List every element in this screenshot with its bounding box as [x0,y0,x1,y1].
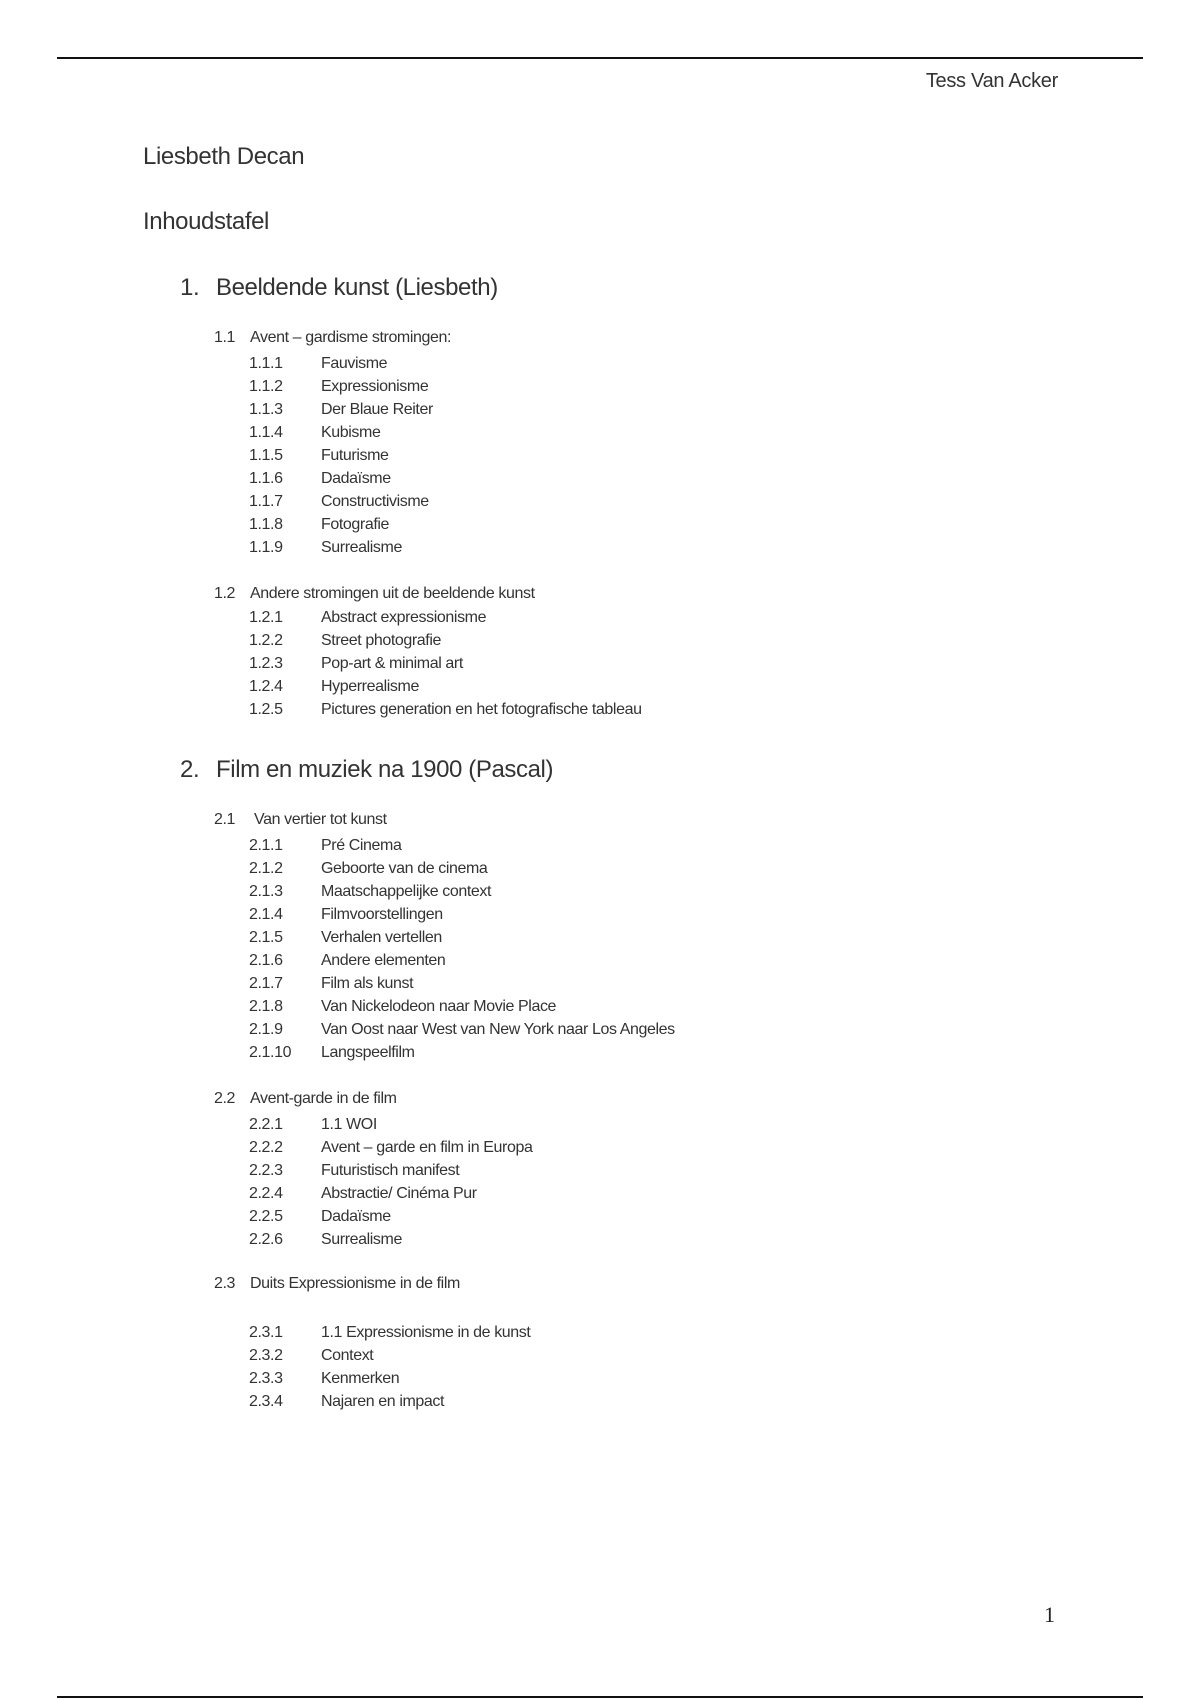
toc-item-title: Surrealisme [321,539,402,556]
toc-chapter-title: Beeldende kunst (Liesbeth) [216,274,498,301]
toc-item-title: Pictures generation en het fotografische tableau [321,701,642,718]
toc-item [249,1390,444,1413]
toc-item-number: 2.1.9 [249,1021,283,1038]
toc-item-number: 2.3.3 [249,1370,283,1387]
toc-item-title: Kenmerken [321,1370,400,1387]
toc-section-number: 2.3 [214,1275,236,1292]
toc-chapter-title: Film en muziek na 1900 (Pascal) [216,756,554,783]
toc-item [249,949,445,972]
toc-item [249,490,429,513]
toc-item [249,1113,377,1136]
toc-chapter-number: 1. [180,274,200,301]
toc-item [249,834,401,857]
toc-item [249,1205,391,1228]
toc-chapter-2 [180,756,553,784]
toc-item-title: Van Oost naar West van New York naar Los Angeles [321,1021,675,1038]
header-rule [57,57,1143,59]
toc-title: Inhoudstafel [143,208,269,235]
toc-item-title: Pop-art & minimal art [321,655,463,672]
toc-item-title: Abstractie/ Cinéma Pur [321,1185,477,1202]
toc-item [249,857,487,880]
toc-item [249,1321,530,1344]
toc-item [249,1344,373,1367]
toc-item-number: 1.2.5 [249,701,283,718]
toc-item [249,698,642,721]
toc-item [249,606,486,629]
toc-item-title: Langspeelfilm [321,1044,415,1061]
toc-item-number: 1.1.9 [249,539,283,556]
toc-item-title: Hyperrealisme [321,678,419,695]
toc-item-title: Der Blaue Reiter [321,401,433,418]
toc-item [249,880,491,903]
toc-item-title: Van Nickelodeon naar Movie Place [321,998,557,1015]
toc-section-1-1 [214,329,451,347]
toc-item [249,444,389,467]
toc-item [249,1228,402,1251]
toc-item-number: 1.1.4 [249,424,283,441]
document-name: Liesbeth Decan [143,143,305,170]
toc-item-number: 2.1.8 [249,998,283,1015]
toc-item [249,375,428,398]
toc-item-title: 1.1 Expressionisme in de kunst [321,1324,531,1341]
toc-section-title: Andere stromingen uit de beeldende kunst [250,585,535,602]
toc-item [249,513,389,536]
toc-item-title: Dadaïsme [321,470,391,487]
toc-item [249,1367,399,1390]
toc-item-title: Pré Cinema [321,837,402,854]
toc-item [249,467,391,490]
toc-item-number: 2.1.4 [249,906,283,923]
toc-section-2-1 [214,811,387,829]
toc-section-2-2 [214,1090,397,1108]
toc-item-title: Fauvisme [321,355,388,372]
toc-item-title: Futuristisch manifest [321,1162,460,1179]
toc-item-number: 2.2.4 [249,1185,283,1202]
toc-item-number: 1.2.1 [249,609,283,626]
toc-chapter-1 [180,274,498,302]
toc-item-title: Avent – garde en film in Europa [321,1139,533,1156]
toc-section-title: Van vertier tot kunst [254,811,387,828]
toc-item [249,1018,675,1041]
toc-item [249,652,463,675]
toc-item-number: 2.3.1 [249,1324,283,1341]
toc-item-title: Context [321,1347,374,1364]
toc-item-number: 2.1.6 [249,952,283,969]
toc-item-title: 1.1 WOI [321,1116,377,1133]
toc-section-number: 2.2 [214,1090,236,1107]
toc-item [249,398,433,421]
toc-item [249,1136,532,1159]
toc-item-number: 2.2.3 [249,1162,283,1179]
toc-item-number: 2.1.7 [249,975,283,992]
toc-item [249,352,387,375]
toc-item [249,675,419,698]
toc-item-title: Maatschappelijke context [321,883,492,900]
toc-item-number: 2.3.2 [249,1347,283,1364]
page-number: 1 [1044,1602,1055,1627]
toc-item [249,903,443,926]
toc-item-title: Filmvoorstellingen [321,906,443,923]
toc-item-title: Constructivisme [321,493,429,510]
toc-item-title: Dadaïsme [321,1208,391,1225]
toc-item-number: 1.2.3 [249,655,283,672]
toc-item [249,926,442,949]
toc-item [249,972,413,995]
toc-item-number: 2.1.1 [249,837,283,854]
toc-section-2-3 [214,1275,460,1293]
toc-item-title: Kubisme [321,424,381,441]
toc-item-number: 1.1.6 [249,470,283,487]
toc-item-number: 1.1.3 [249,401,283,418]
toc-chapter-number: 2. [180,756,200,783]
toc-section-title: Avent-garde in de film [250,1090,397,1107]
toc-item [249,629,441,652]
toc-item-number: 1.2.4 [249,678,283,695]
toc-item-number: 2.1.10 [249,1044,292,1061]
toc-item-number: 2.2.2 [249,1139,283,1156]
toc-item [249,995,556,1018]
toc-item-number: 1.1.8 [249,516,283,533]
toc-item-number: 1.2.2 [249,632,283,649]
toc-item-number: 1.1.1 [249,355,283,372]
toc-item-title: Street photografie [321,632,441,649]
toc-item-number: 2.2.6 [249,1231,283,1248]
toc-item [249,1159,459,1182]
toc-item-title: Andere elementen [321,952,446,969]
toc-item-number: 2.1.2 [249,860,283,877]
footer-rule [57,1696,1143,1698]
toc-section-title: Avent – gardisme stromingen: [250,329,452,346]
toc-item-title: Geboorte van de cinema [321,860,488,877]
toc-item-title: Abstract expressionisme [321,609,487,626]
toc-section-number: 2.1 [214,811,236,828]
toc-item-number: 1.1.7 [249,493,283,510]
toc-item [249,536,402,559]
toc-item-number: 1.1.2 [249,378,283,395]
toc-section-1-2 [214,585,535,603]
toc-item-title: Film als kunst [321,975,414,992]
toc-item-title: Futurisme [321,447,389,464]
toc-item-title: Expressionisme [321,378,429,395]
toc-item-number: 2.1.3 [249,883,283,900]
toc-item-title: Surrealisme [321,1231,402,1248]
header-author: Tess Van Acker [925,70,1058,92]
toc-section-title: Duits Expressionisme in de film [250,1275,460,1292]
toc-item-title: Fotografie [321,516,390,533]
toc-item-number: 2.2.5 [249,1208,283,1225]
toc-item-number: 2.3.4 [249,1393,283,1410]
toc-item [249,1182,477,1205]
toc-item-number: 2.2.1 [249,1116,283,1133]
toc-section-number: 1.2 [214,585,236,602]
toc-item [249,1041,415,1064]
toc-item-number: 2.1.5 [249,929,283,946]
toc-item-title: Najaren en impact [321,1393,445,1410]
toc-item-title: Verhalen vertellen [321,929,442,946]
toc-section-number: 1.1 [214,329,236,346]
toc-item [249,421,380,444]
toc-item-number: 1.1.5 [249,447,283,464]
